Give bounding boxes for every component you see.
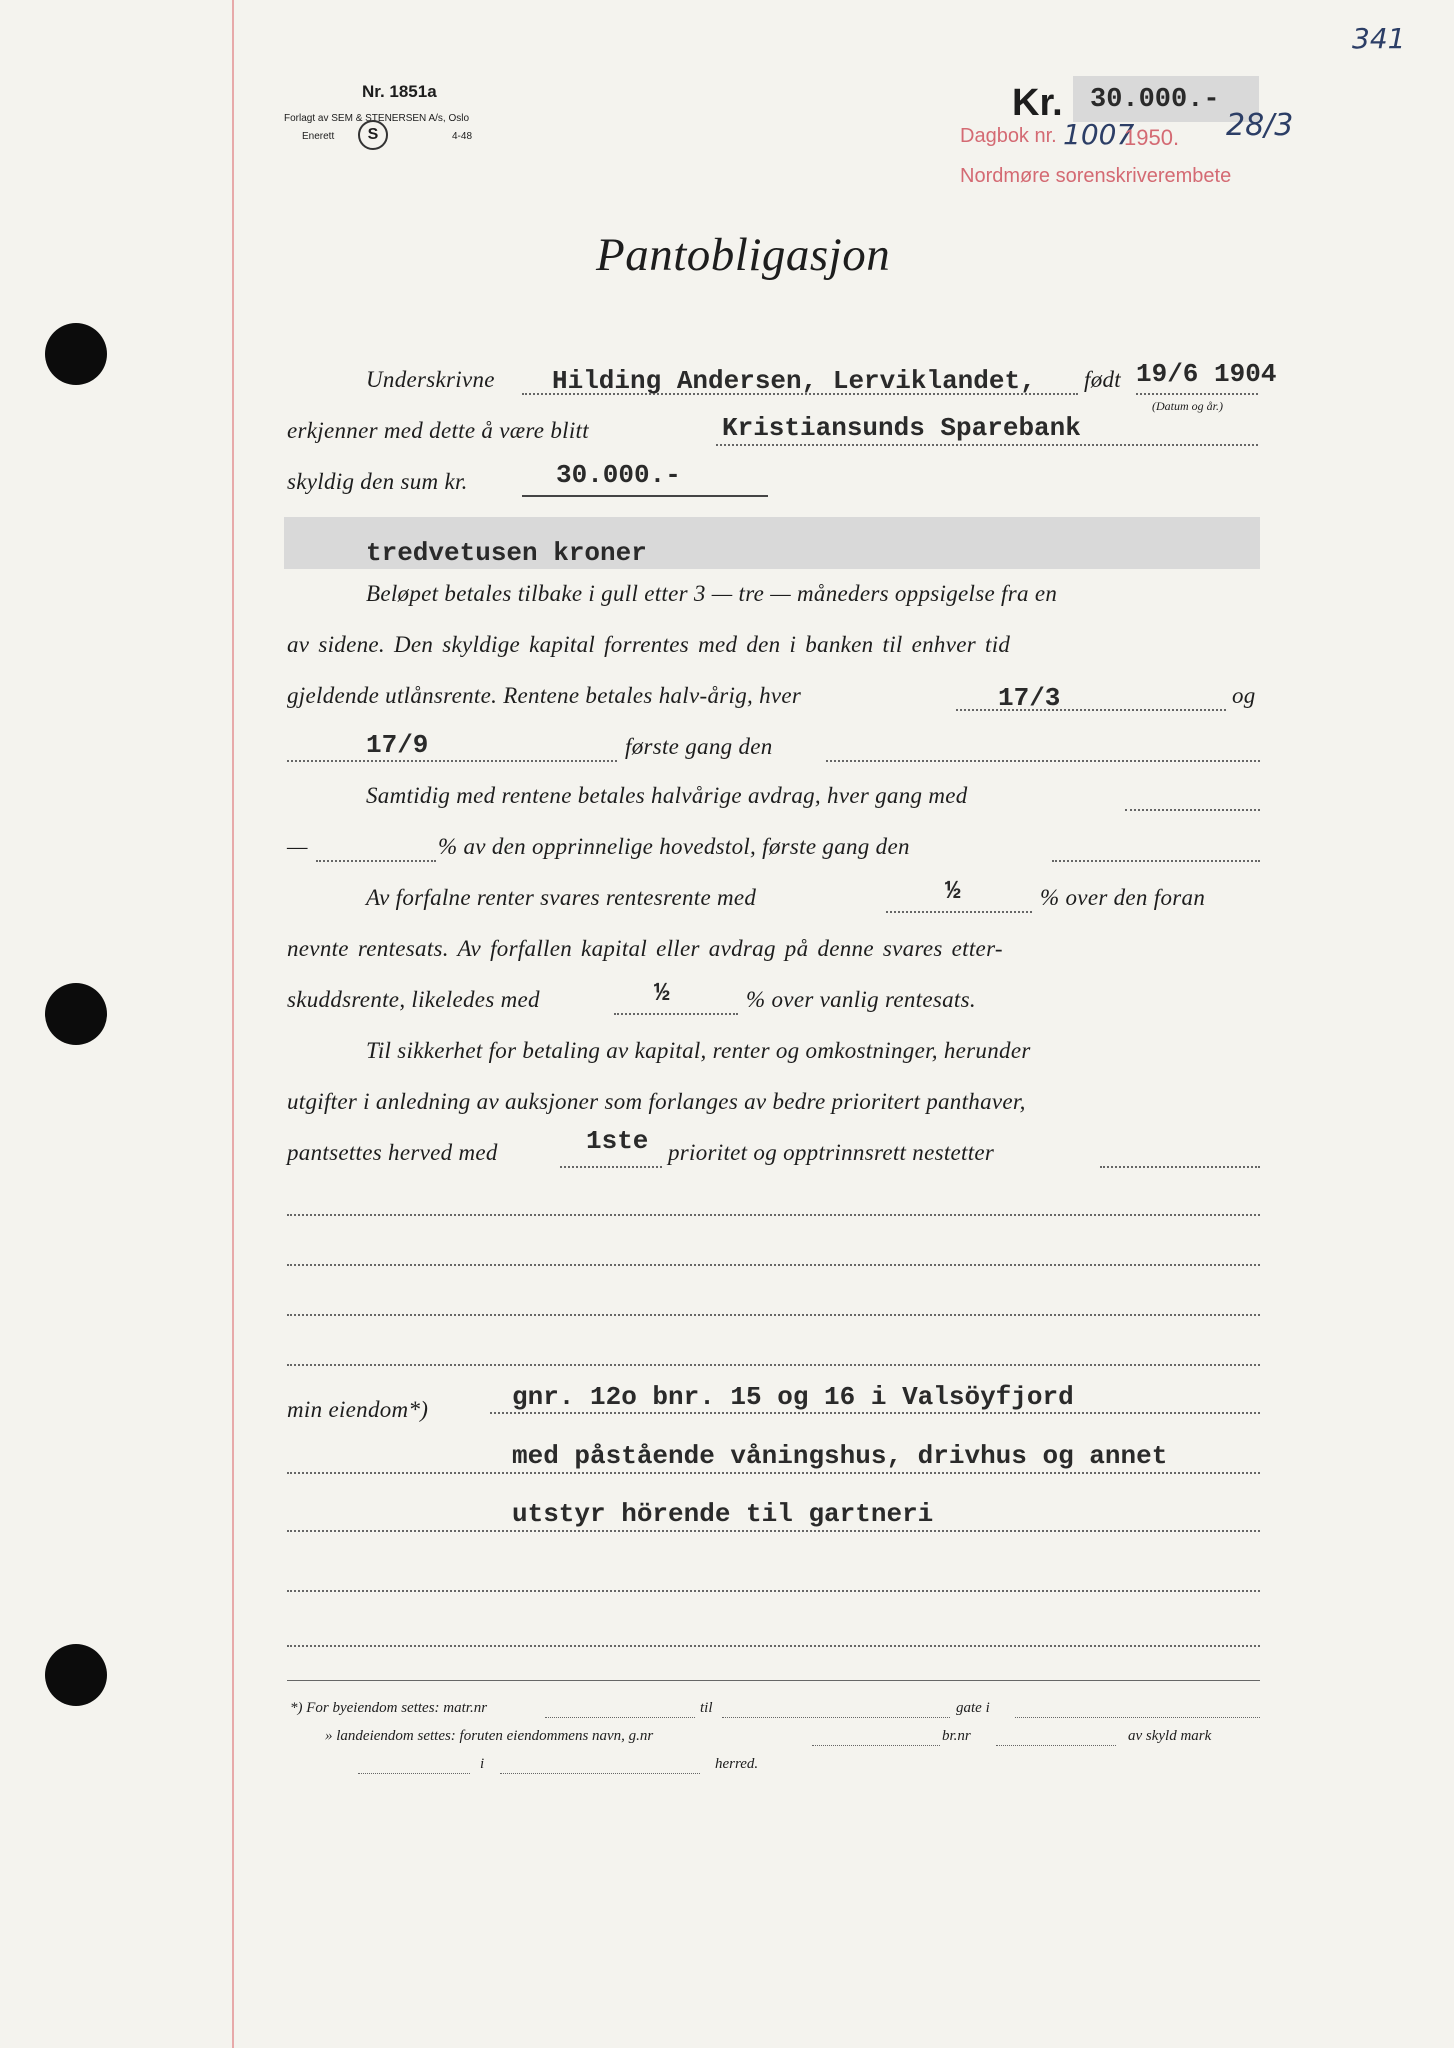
interest-date1-line	[956, 709, 1226, 711]
footnote-line2-c: av skyld mark	[1128, 1728, 1212, 1744]
text-og: og	[1232, 683, 1256, 708]
sum-field-line	[522, 495, 768, 497]
undersigned-label: Underskrivne	[366, 367, 495, 392]
text-line: % over den foran	[1040, 885, 1206, 910]
punch-hole	[45, 983, 107, 1045]
priority-line	[560, 1166, 662, 1168]
text-dash: —	[287, 834, 308, 859]
footnote-dots	[500, 1773, 700, 1774]
text-line: gjeldende utlånsrente. Rentene betales halv-årig, hver	[287, 683, 802, 708]
text-line: Av forfalne renter svares rentesrente med	[366, 885, 757, 910]
interest-date2-line	[287, 760, 617, 762]
installment-first-date-line	[1052, 860, 1260, 862]
footnote-line1-b: til	[700, 1700, 713, 1716]
sum-label: skyldig den sum kr.	[287, 469, 468, 494]
text-line: av sidene. Den skyldige kapital forrentes med den i banken til enhver tid	[287, 632, 1011, 657]
blank-line	[287, 1645, 1260, 1647]
footnote-dots	[812, 1745, 940, 1746]
creditor-label: erkjenner med dette å være blitt	[287, 418, 589, 443]
stamp-office: Nordmøre sorenskriverembete	[960, 165, 1232, 187]
text-line: Beløpet betales tilbake i gull etter 3 — tre — måneders oppsigelse fra en	[366, 581, 1058, 606]
footnote-dots	[722, 1717, 950, 1718]
stamp-year: 1950.	[1124, 125, 1180, 150]
footnote-dots	[1015, 1717, 1260, 1718]
text-line: skuddsrente, likeledes med	[287, 987, 540, 1012]
footnote-dots	[358, 1773, 470, 1774]
first-date-line	[826, 760, 1260, 762]
sum-words: tredvetusen kroner	[366, 538, 647, 568]
blank-line	[287, 1314, 1260, 1316]
born-label: født	[1084, 367, 1121, 392]
priority-value: 1ste	[586, 1126, 649, 1156]
amount-value: 30.000.-	[1090, 85, 1220, 115]
creditor-name: Kristiansunds Sparebank	[722, 413, 1081, 443]
property-line-2: med påstående våningshus, drivhus og annet	[512, 1441, 1168, 1471]
page-number: 341	[1352, 22, 1406, 55]
stamp-journal-number: 1007	[1063, 118, 1135, 151]
amount-label: Kr.	[1012, 82, 1063, 124]
footnote-line3-b: herred.	[715, 1756, 759, 1772]
text-line: prioritet og opptrinnsrett nestetter	[668, 1140, 995, 1165]
installment-line	[1125, 809, 1260, 811]
late-rate: ½	[654, 978, 670, 1008]
born-hint: (Datum og år.)	[1152, 399, 1223, 413]
born-value: 19/6 1904	[1136, 359, 1277, 389]
footnote-dots	[545, 1717, 695, 1718]
text-line: nevnte rentesats. Av forfallen kapital eller avdrag på denne svares etter-	[287, 936, 1003, 961]
footnote-dots	[996, 1745, 1116, 1746]
text-line: pantsettes herved med	[287, 1140, 498, 1165]
undersigned-name: Hilding Andersen, Lerviklandet,	[552, 366, 1036, 396]
document-title: Pantobligasjon	[596, 229, 891, 281]
blank-line	[287, 1264, 1260, 1266]
footnote-separator	[287, 1680, 1260, 1681]
text-line: Til sikkerhet for betaling av kapital, renter og omkostninger, herunder	[366, 1038, 1031, 1063]
text-line: % over vanlig rentesats.	[746, 987, 976, 1012]
property-line-1: gnr. 12o bnr. 15 og 16 i Valsöyfjord	[512, 1382, 1074, 1412]
footnote-line1-c: gate i	[956, 1700, 990, 1716]
text-line: % av den opprinnelige hovedstol, første gang den	[438, 834, 910, 859]
footnote-line2-a: » landeiendom settes: foruten eiendommens navn, g.nr	[325, 1728, 654, 1744]
late-rate-line	[614, 1013, 738, 1015]
property-line	[287, 1472, 1260, 1474]
compound-rate: ½	[945, 876, 961, 906]
stamp-date: 28/3	[1226, 108, 1294, 143]
form-publisher: Forlagt av SEM & STENERSEN A/s, Oslo	[284, 113, 470, 124]
property-line	[490, 1412, 1260, 1414]
priority-continuation-line	[1100, 1166, 1260, 1168]
sum-value: 30.000.-	[556, 460, 681, 490]
punch-hole	[45, 1644, 107, 1706]
text-line: utgifter i anledning av auksjoner som forlanges av bedre prioritert panthaver,	[287, 1089, 1026, 1114]
property-line-3: utstyr hörende til gartneri	[512, 1499, 934, 1529]
form-rights: Enerett	[302, 131, 335, 142]
footnote-line2-b: br.nr	[942, 1728, 971, 1744]
footnote-line3-a: i	[480, 1756, 485, 1772]
footnote-line1-a: *) For byeiendom settes: matr.nr	[290, 1700, 488, 1716]
interest-date1: 17/3	[998, 683, 1061, 713]
margin-line	[232, 0, 234, 2048]
property-label: min eiendom*)	[287, 1397, 429, 1422]
form-date-code: 4-48	[452, 131, 473, 142]
form-number: Nr. 1851a	[362, 82, 437, 101]
blank-line	[287, 1590, 1260, 1592]
creditor-field-line	[716, 444, 1258, 446]
publisher-logo: S	[358, 120, 388, 150]
punch-hole	[45, 323, 107, 385]
stamp-journal-label: Dagbok nr.	[960, 125, 1057, 147]
installment-percent-line	[316, 860, 436, 862]
compound-rate-line	[886, 911, 1032, 913]
born-field-line	[1136, 393, 1258, 395]
property-line	[287, 1530, 1260, 1532]
text-line: Samtidig med rentene betales halvårige avdrag, hver gang med	[366, 783, 968, 808]
text-line: første gang den	[625, 734, 773, 759]
blank-line	[287, 1364, 1260, 1366]
blank-line	[287, 1214, 1260, 1216]
interest-date2: 17/9	[366, 730, 429, 760]
